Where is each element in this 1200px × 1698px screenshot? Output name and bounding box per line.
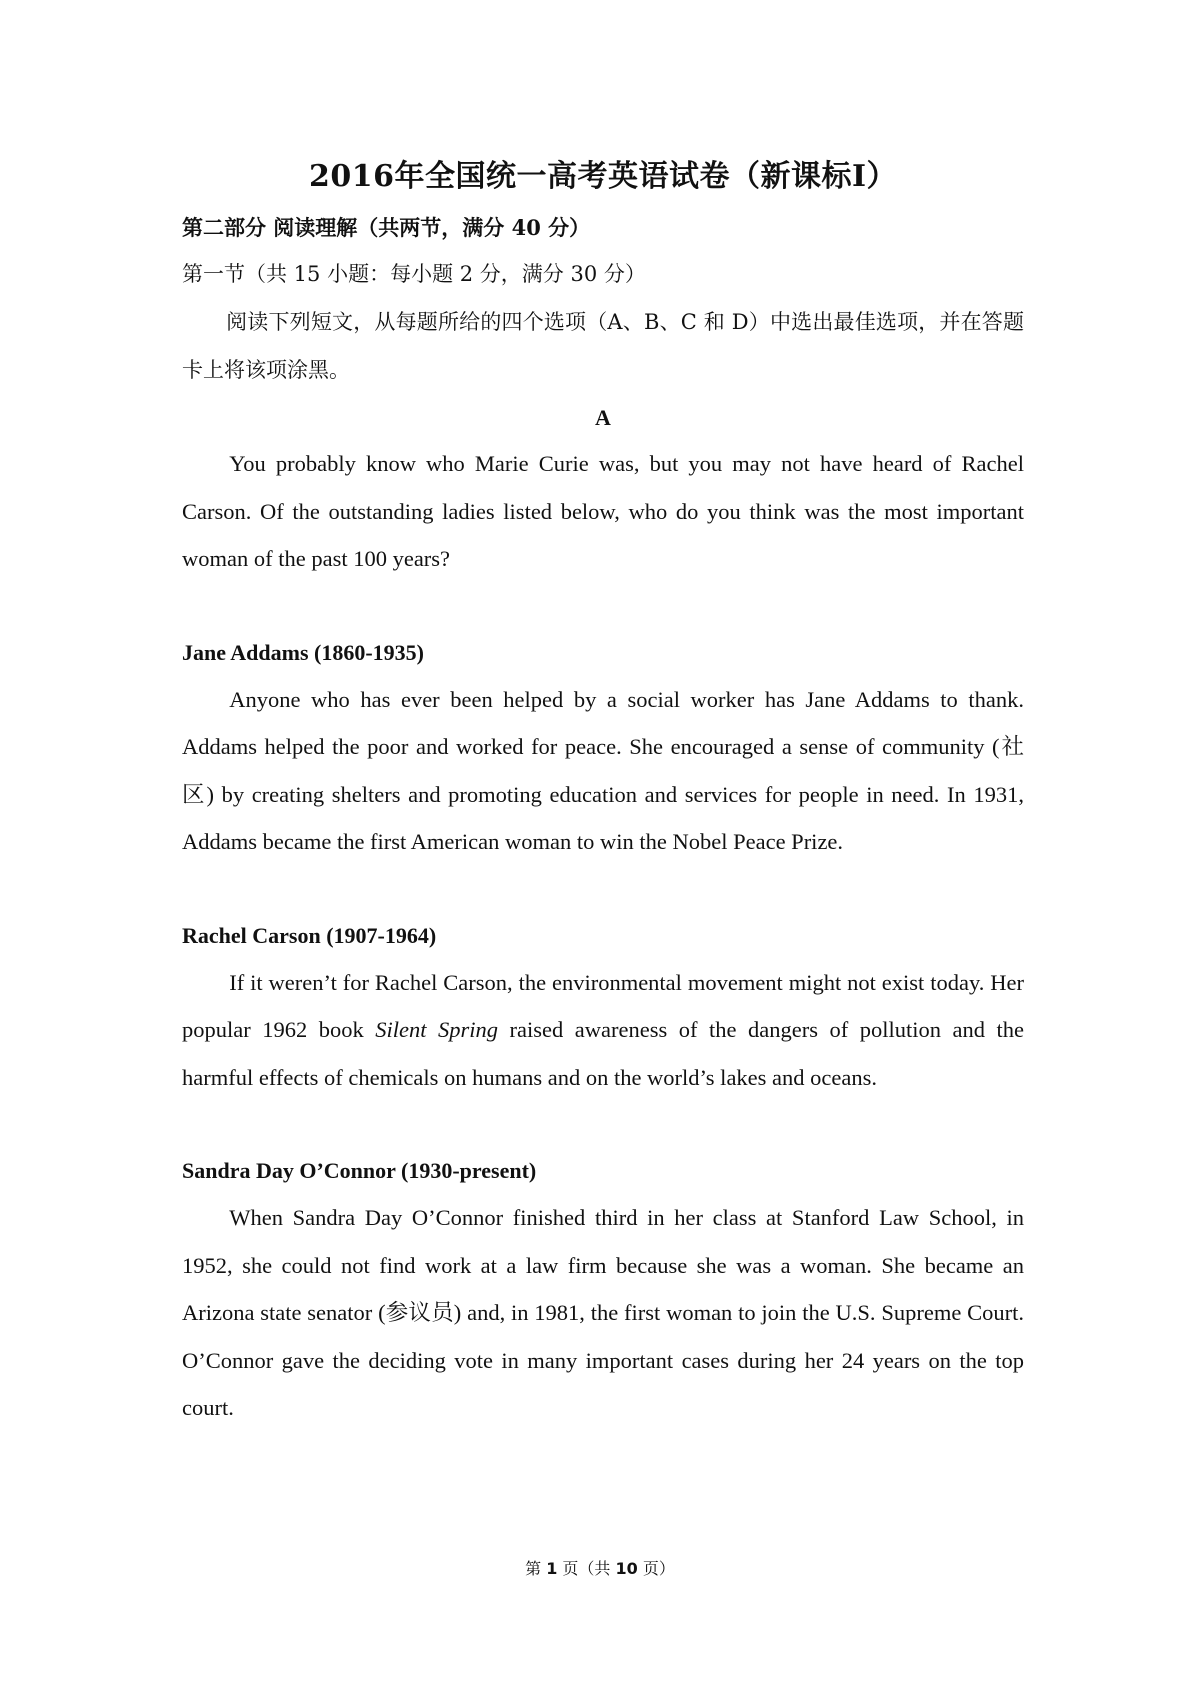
carson-text-part2: raised awareness of the dangers of pollution and the harmful effects of chemicals on humans and on the world’s lakes and oceans.	[182, 1017, 1025, 1090]
footer-total-pages: 10	[615, 1559, 638, 1578]
footer-page-number: 1	[546, 1559, 558, 1578]
book-title: Silent Spring	[375, 1017, 499, 1042]
exam-title: 2016年全国统一高考英语试卷（新课标Ⅰ）	[308, 159, 898, 194]
passage-letter: A	[595, 405, 611, 430]
section-heading: 第二部分 阅读理解（共两节，满分 40 分）	[182, 215, 591, 240]
page-footer	[0, 1556, 1200, 1579]
person-text-addams: Anyone who has ever been helped by a social worker has Jane Addams to thank. Addams helped the poor and worked for peace. She encouraged a sense of community (社区) by creating shelters and promoting education and services for people in need. In 1931, Addams became the first American woman to win the Nobel Peace Prize.	[182, 686, 1024, 854]
page-content	[182, 152, 1024, 1432]
footer-prefix: 第	[525, 1559, 547, 1578]
instructions: 阅读下列短文，从每题所给的四个选项（A、B、C 和 D）中选出最佳选项，并在答题卡上将该项涂黑。	[182, 310, 1024, 382]
footer-suffix: 页）	[637, 1559, 675, 1578]
person-text-carson	[182, 959, 1024, 1102]
passage-intro: You probably know who Marie Curie was, but you may not have heard of Rachel Carson. Of the outstanding ladies listed below, who do you think was the most important woman of the past 100 years?	[182, 451, 1024, 571]
carson-text-part1: If it weren’t for Rachel Carson, the environmental movement might not exist today. Her popular 1962 book	[182, 969, 1024, 1042]
person-heading-oconnor: Sandra Day O’Connor (1930-present)	[182, 1158, 537, 1183]
person-heading-addams: Jane Addams (1860-1935)	[182, 639, 425, 665]
person-text-oconnor: When Sandra Day O’Connor finished third in her class at Stanford Law School, in 1952, she could not find work at a law firm because she was a woman. She became an Arizona state senator (参议员) and, in 1981, the first woman to join the U.S. Supreme Court. O’Connor gave the deciding vote in many important cases during her 24 years on the top court.	[182, 1205, 1024, 1420]
person-heading-carson: Rachel Carson (1907-1964)	[182, 922, 437, 948]
subsection-heading: 第一节（共 15 小题：每小题 2 分，满分 30 分）	[182, 262, 646, 286]
footer-middle: 页（共	[557, 1559, 616, 1578]
